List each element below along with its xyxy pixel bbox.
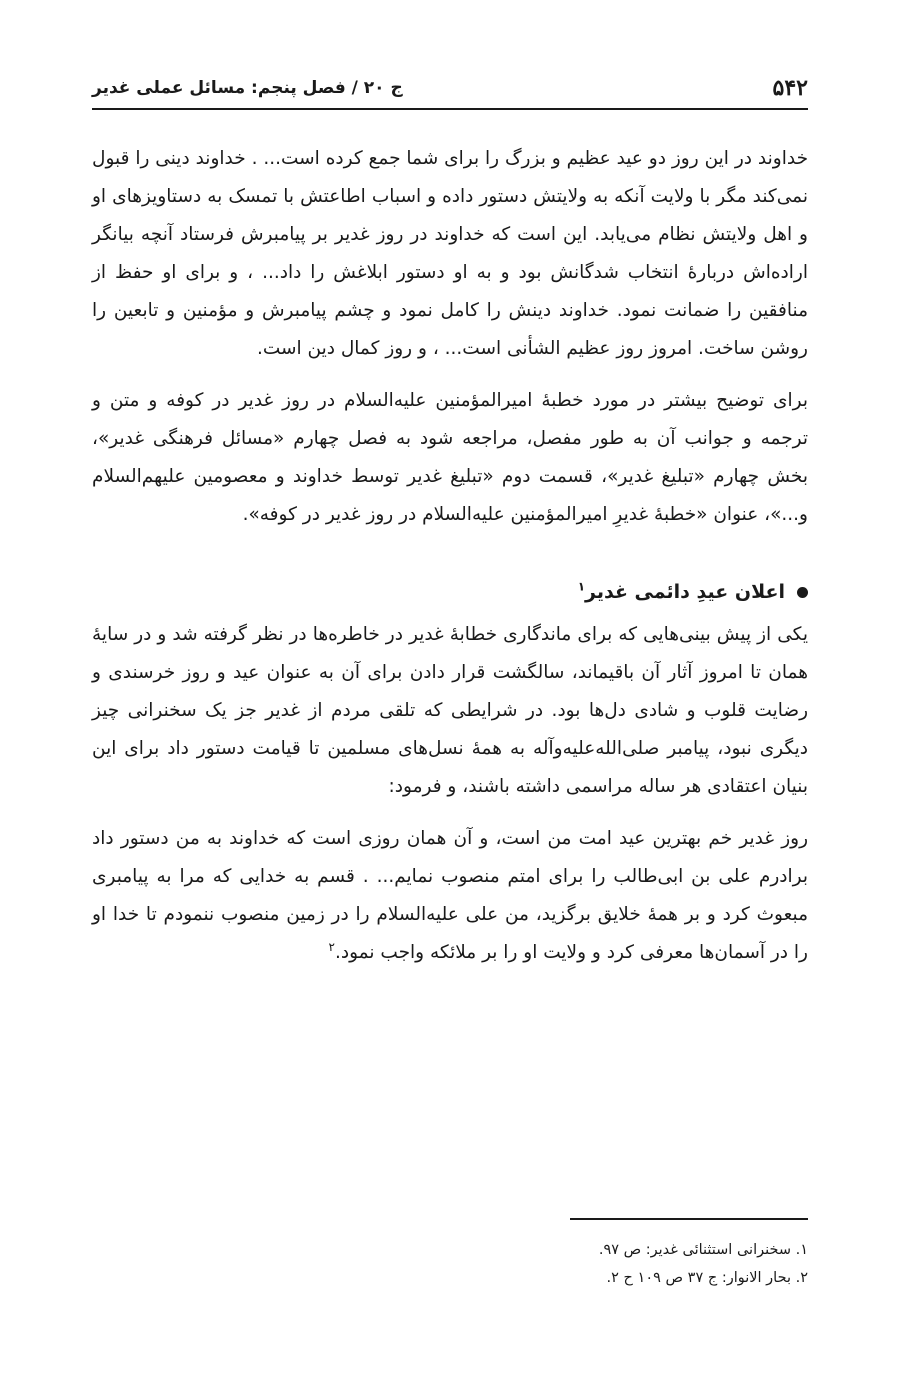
footnotes	[92, 1236, 808, 1292]
footnote-item: ۱. سخنرانی استثنائی غدیر: ص ۹۷.	[598, 1242, 808, 1258]
body-paragraph: یکی از پیش بینی‌هایی که برای ماندگاری خطابهٔ غدیر در خاطره‌ها در نظر گرفته شد و در سایهٔ همان تا امروز آثار آن باقیماند، سالگشت قرار دادن برای آن به عنوان عید و روز خرسندی و رضایت قلوب و شادی دل‌ها بود. در شرایطی که تلقی مردم از غدیر جز یک سخنرانی چیز دیگری نبود، پیامبر صلی‌الله‌علیه‌وآله به همهٔ نسل‌های مسلمین تا قیامت دستور داد برای این بنیان اعتقادی هر ساله مراسمی داشته باشند، و فرمود:	[92, 624, 808, 797]
footnote-divider	[570, 1218, 808, 1220]
footnote-item: ۲. بحار الانوار: ج ۳۷ ص ۱۰۹ ح ۲.	[606, 1270, 808, 1286]
page-header	[92, 68, 808, 110]
reference-paragraph: برای توضیح بیشتر در مورد خطبهٔ امیرالمؤمنین علیه‌السلام در روز غدیر در کوفه و متن و ترجمه و جوانب آن به طور مفصل، مراجعه شود به فصل چهارم «مسائل فرهنگی غدیر»، بخش چهارم «تبلیغ غدیر»، قسمت دوم «تبلیغ غدیر توسط خداوند و معصومین علیهم‌السلام و...»، عنوان «خطبهٔ غدیرِ امیرالمؤمنین علیه‌السلام در روز غدیر در کوفه».	[92, 390, 808, 525]
section-heading-text: اعلان عیدِ دائمی غدیر	[585, 581, 785, 603]
footnote-ref: ۱	[577, 579, 586, 594]
section-heading	[92, 574, 808, 610]
page-number: ۵۴۲	[772, 75, 808, 101]
footnote-ref: ۲	[328, 939, 335, 954]
bullet-icon	[797, 587, 808, 598]
quote-paragraph: خداوند در این روز دو عید عظیم و بزرگ را برای شما جمع کرده است... . خداوند دینی را قبول نمی‌کند مگر با ولایت آنکه به ولایتش دستور داده و اسباب اطاعتش با تمسک به دستاویزهای او و اهل ولایتش نظام می‌یابد. این است که خداوند در روز غدیر بر پیامبرش فرستاد آنچه بیانگر اراده‌اش دربارهٔ انتخاب شدگانش بود و به او دستور ابلاغش را داد... ، و برای او حفظ از منافقین را ضمانت نمود. خداوند دینش را کامل نمود و چشم پیامبرش و مؤمنین و تابعین را روشن ساخت. امروز روز عظیم الشأنی است... ، و روز کمال دین است.	[92, 148, 808, 359]
running-title: ج ۲۰ / فصل پنجم: مسائل عملی غدیر	[92, 78, 403, 98]
hadith-quote-paragraph	[92, 820, 808, 972]
page-body	[92, 140, 808, 972]
hadith-quote-text: روز غدیر خم بهترین عید امت من است، و آن همان روزی است که خداوند به من دستور داد برادرم علی بن ابی‌طالب را برای امتم منصوب نمایم... . قسم به خدایی که مرا به پیامبری مبعوث کرد و بر همهٔ خلایق برگزید، من علی علیه‌السلام را در زمین منصوب ننمودم تا خدا او را در آسمان‌ها معرفی کرد و ولایت او را بر ملائکه واجب نمود.	[92, 828, 808, 963]
